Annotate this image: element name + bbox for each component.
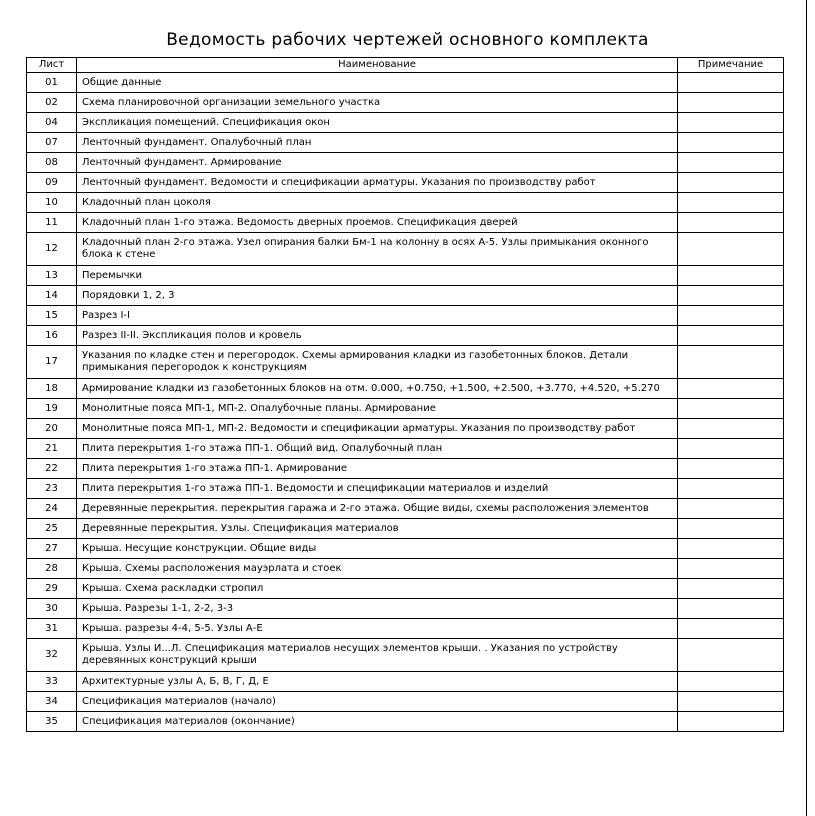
table-row bbox=[27, 93, 784, 113]
sheet-name-cell: Кладочный план 1-го этажа. Ведомость дверных проемов. Спецификация дверей bbox=[77, 213, 678, 233]
table-row bbox=[27, 559, 784, 579]
note-cell bbox=[678, 619, 784, 639]
table-row bbox=[27, 639, 784, 672]
sheet-name-cell: Спецификация материалов (начало) bbox=[77, 692, 678, 712]
sheet-number-cell: 32 bbox=[27, 639, 77, 672]
table-row bbox=[27, 672, 784, 692]
note-cell bbox=[678, 113, 784, 133]
note-cell bbox=[678, 73, 784, 93]
table-row bbox=[27, 579, 784, 599]
sheet-number-cell: 30 bbox=[27, 599, 77, 619]
note-cell bbox=[678, 266, 784, 286]
column-header-note: Примечание bbox=[678, 58, 784, 73]
note-cell bbox=[678, 399, 784, 419]
sheet-number-cell: 13 bbox=[27, 266, 77, 286]
note-cell bbox=[678, 213, 784, 233]
sheet-name-cell: Спецификация материалов (окончание) bbox=[77, 712, 678, 732]
table-row bbox=[27, 459, 784, 479]
table-row bbox=[27, 479, 784, 499]
column-header-name: Наименование bbox=[77, 58, 678, 73]
note-cell bbox=[678, 579, 784, 599]
table-row bbox=[27, 379, 784, 399]
table-row bbox=[27, 692, 784, 712]
sheet-number-cell: 23 bbox=[27, 479, 77, 499]
sheet-number-cell: 22 bbox=[27, 459, 77, 479]
sheet-name-cell: Ленточный фундамент. Армирование bbox=[77, 153, 678, 173]
sheet-name-cell: Кладочный план цоколя bbox=[77, 193, 678, 213]
drawings-register-table bbox=[26, 57, 784, 732]
sheet-number-cell: 11 bbox=[27, 213, 77, 233]
sheet-number-cell: 01 bbox=[27, 73, 77, 93]
sheet-number-cell: 09 bbox=[27, 173, 77, 193]
note-cell bbox=[678, 346, 784, 379]
table-row bbox=[27, 519, 784, 539]
note-cell bbox=[678, 599, 784, 619]
table-row bbox=[27, 193, 784, 213]
note-cell bbox=[678, 233, 784, 266]
sheet-number-cell: 07 bbox=[27, 133, 77, 153]
sheet-number-cell: 34 bbox=[27, 692, 77, 712]
table-row bbox=[27, 419, 784, 439]
table-row bbox=[27, 286, 784, 306]
sheet-name-cell: Порядовки 1, 2, 3 bbox=[77, 286, 678, 306]
sheet-name-cell: Плита перекрытия 1-го этажа ПП-1. Ведомости и спецификации материалов и изделий bbox=[77, 479, 678, 499]
sheet-name-cell: Крыша. Несущие конструкции. Общие виды bbox=[77, 539, 678, 559]
note-cell bbox=[678, 419, 784, 439]
sheet-number-cell: 31 bbox=[27, 619, 77, 639]
table-row bbox=[27, 233, 784, 266]
sheet-number-cell: 14 bbox=[27, 286, 77, 306]
note-cell bbox=[678, 712, 784, 732]
sheet-number-cell: 02 bbox=[27, 93, 77, 113]
sheet-number-cell: 24 bbox=[27, 499, 77, 519]
sheet-number-cell: 27 bbox=[27, 539, 77, 559]
sheet-number-cell: 18 bbox=[27, 379, 77, 399]
table-row bbox=[27, 539, 784, 559]
sheet-name-cell: Армирование кладки из газобетонных блоков на отм. 0.000, +0.750, +1.500, +2.500, +3.770, +4.520, +5.270 bbox=[77, 379, 678, 399]
table-row bbox=[27, 113, 784, 133]
note-cell bbox=[678, 133, 784, 153]
sheet-name-cell: Экспликация помещений. Спецификация окон bbox=[77, 113, 678, 133]
sheet-name-cell: Схема планировочной организации земельного участка bbox=[77, 93, 678, 113]
table-row bbox=[27, 306, 784, 326]
sheet-name-cell: Плита перекрытия 1-го этажа ПП-1. Армирование bbox=[77, 459, 678, 479]
sheet-number-cell: 10 bbox=[27, 193, 77, 213]
column-header-sheet: Лист bbox=[27, 58, 77, 73]
sheet-name-cell: Деревянные перекрытия. Узлы. Спецификация материалов bbox=[77, 519, 678, 539]
sheet-name-cell: Указания по кладке стен и перегородок. Схемы армирования кладки из газобетонных блоков. Детали примыкания перегородок к конструкциям bbox=[77, 346, 678, 379]
note-cell bbox=[678, 173, 784, 193]
sheet-number-cell: 12 bbox=[27, 233, 77, 266]
note-cell bbox=[678, 479, 784, 499]
document-title: Ведомость рабочих чертежей основного комплекта bbox=[166, 30, 649, 50]
note-cell bbox=[678, 326, 784, 346]
sheet-number-cell: 04 bbox=[27, 113, 77, 133]
note-cell bbox=[678, 692, 784, 712]
note-cell bbox=[678, 93, 784, 113]
sheet-number-cell: 28 bbox=[27, 559, 77, 579]
table-row bbox=[27, 439, 784, 459]
sheet-name-cell: Монолитные пояса МП-1, МП-2. Ведомости и спецификации арматуры. Указания по производству работ bbox=[77, 419, 678, 439]
sheet-number-cell: 25 bbox=[27, 519, 77, 539]
sheet-name-cell: Ленточный фундамент. Опалубочный план bbox=[77, 133, 678, 153]
page-border-line bbox=[806, 0, 807, 816]
sheet-name-cell: Архитектурные узлы А, Б, В, Г, Д, Е bbox=[77, 672, 678, 692]
sheet-name-cell: Перемычки bbox=[77, 266, 678, 286]
sheet-name-cell: Плита перекрытия 1-го этажа ПП-1. Общий вид. Опалубочный план bbox=[77, 439, 678, 459]
sheet-number-cell: 33 bbox=[27, 672, 77, 692]
note-cell bbox=[678, 559, 784, 579]
sheet-name-cell: Разрез II-II. Экспликация полов и кровель bbox=[77, 326, 678, 346]
note-cell bbox=[678, 286, 784, 306]
table-row bbox=[27, 73, 784, 93]
table-row bbox=[27, 712, 784, 732]
sheet-name-cell: Кладочный план 2-го этажа. Узел опирания балки Бм-1 на колонну в осях А-5. Узлы примыкания оконного блока к стене bbox=[77, 233, 678, 266]
note-cell bbox=[678, 519, 784, 539]
table-row bbox=[27, 213, 784, 233]
sheet-name-cell: Общие данные bbox=[77, 73, 678, 93]
note-cell bbox=[678, 639, 784, 672]
note-cell bbox=[678, 439, 784, 459]
sheet-name-cell: Монолитные пояса МП-1, МП-2. Опалубочные планы. Армирование bbox=[77, 399, 678, 419]
table-row bbox=[27, 266, 784, 286]
sheet-name-cell: Крыша. разрезы 4-4, 5-5. Узлы А-Е bbox=[77, 619, 678, 639]
note-cell bbox=[678, 193, 784, 213]
sheet-number-cell: 17 bbox=[27, 346, 77, 379]
sheet-number-cell: 08 bbox=[27, 153, 77, 173]
sheet-name-cell: Крыша. Схема раскладки стропил bbox=[77, 579, 678, 599]
sheet-number-cell: 19 bbox=[27, 399, 77, 419]
sheet-name-cell: Крыша. Узлы И...Л. Спецификация материалов несущих элементов крыши. . Указания по устройству деревянных конструкций крыши bbox=[77, 639, 678, 672]
sheet-number-cell: 15 bbox=[27, 306, 77, 326]
sheet-number-cell: 16 bbox=[27, 326, 77, 346]
table-row bbox=[27, 133, 784, 153]
note-cell bbox=[678, 459, 784, 479]
note-cell bbox=[678, 672, 784, 692]
table-header-row bbox=[27, 58, 784, 73]
sheet-name-cell: Крыша. Разрезы 1-1, 2-2, 3-3 bbox=[77, 599, 678, 619]
table-row bbox=[27, 499, 784, 519]
note-cell bbox=[678, 153, 784, 173]
note-cell bbox=[678, 306, 784, 326]
table-row bbox=[27, 619, 784, 639]
sheet-name-cell: Деревянные перекрытия. перекрытия гаража и 2-го этажа. Общие виды, схемы расположения элементов bbox=[77, 499, 678, 519]
table-row bbox=[27, 346, 784, 379]
table-row bbox=[27, 173, 784, 193]
note-cell bbox=[678, 499, 784, 519]
sheet-number-cell: 20 bbox=[27, 419, 77, 439]
table-row bbox=[27, 599, 784, 619]
sheet-number-cell: 21 bbox=[27, 439, 77, 459]
note-cell bbox=[678, 539, 784, 559]
note-cell bbox=[678, 379, 784, 399]
table-row bbox=[27, 153, 784, 173]
sheet-number-cell: 35 bbox=[27, 712, 77, 732]
sheet-name-cell: Разрез I-I bbox=[77, 306, 678, 326]
table-row bbox=[27, 326, 784, 346]
sheet-number-cell: 29 bbox=[27, 579, 77, 599]
table-row bbox=[27, 399, 784, 419]
sheet-name-cell: Ленточный фундамент. Ведомости и спецификации арматуры. Указания по производству работ bbox=[77, 173, 678, 193]
sheet-name-cell: Крыша. Схемы расположения мауэрлата и стоек bbox=[77, 559, 678, 579]
